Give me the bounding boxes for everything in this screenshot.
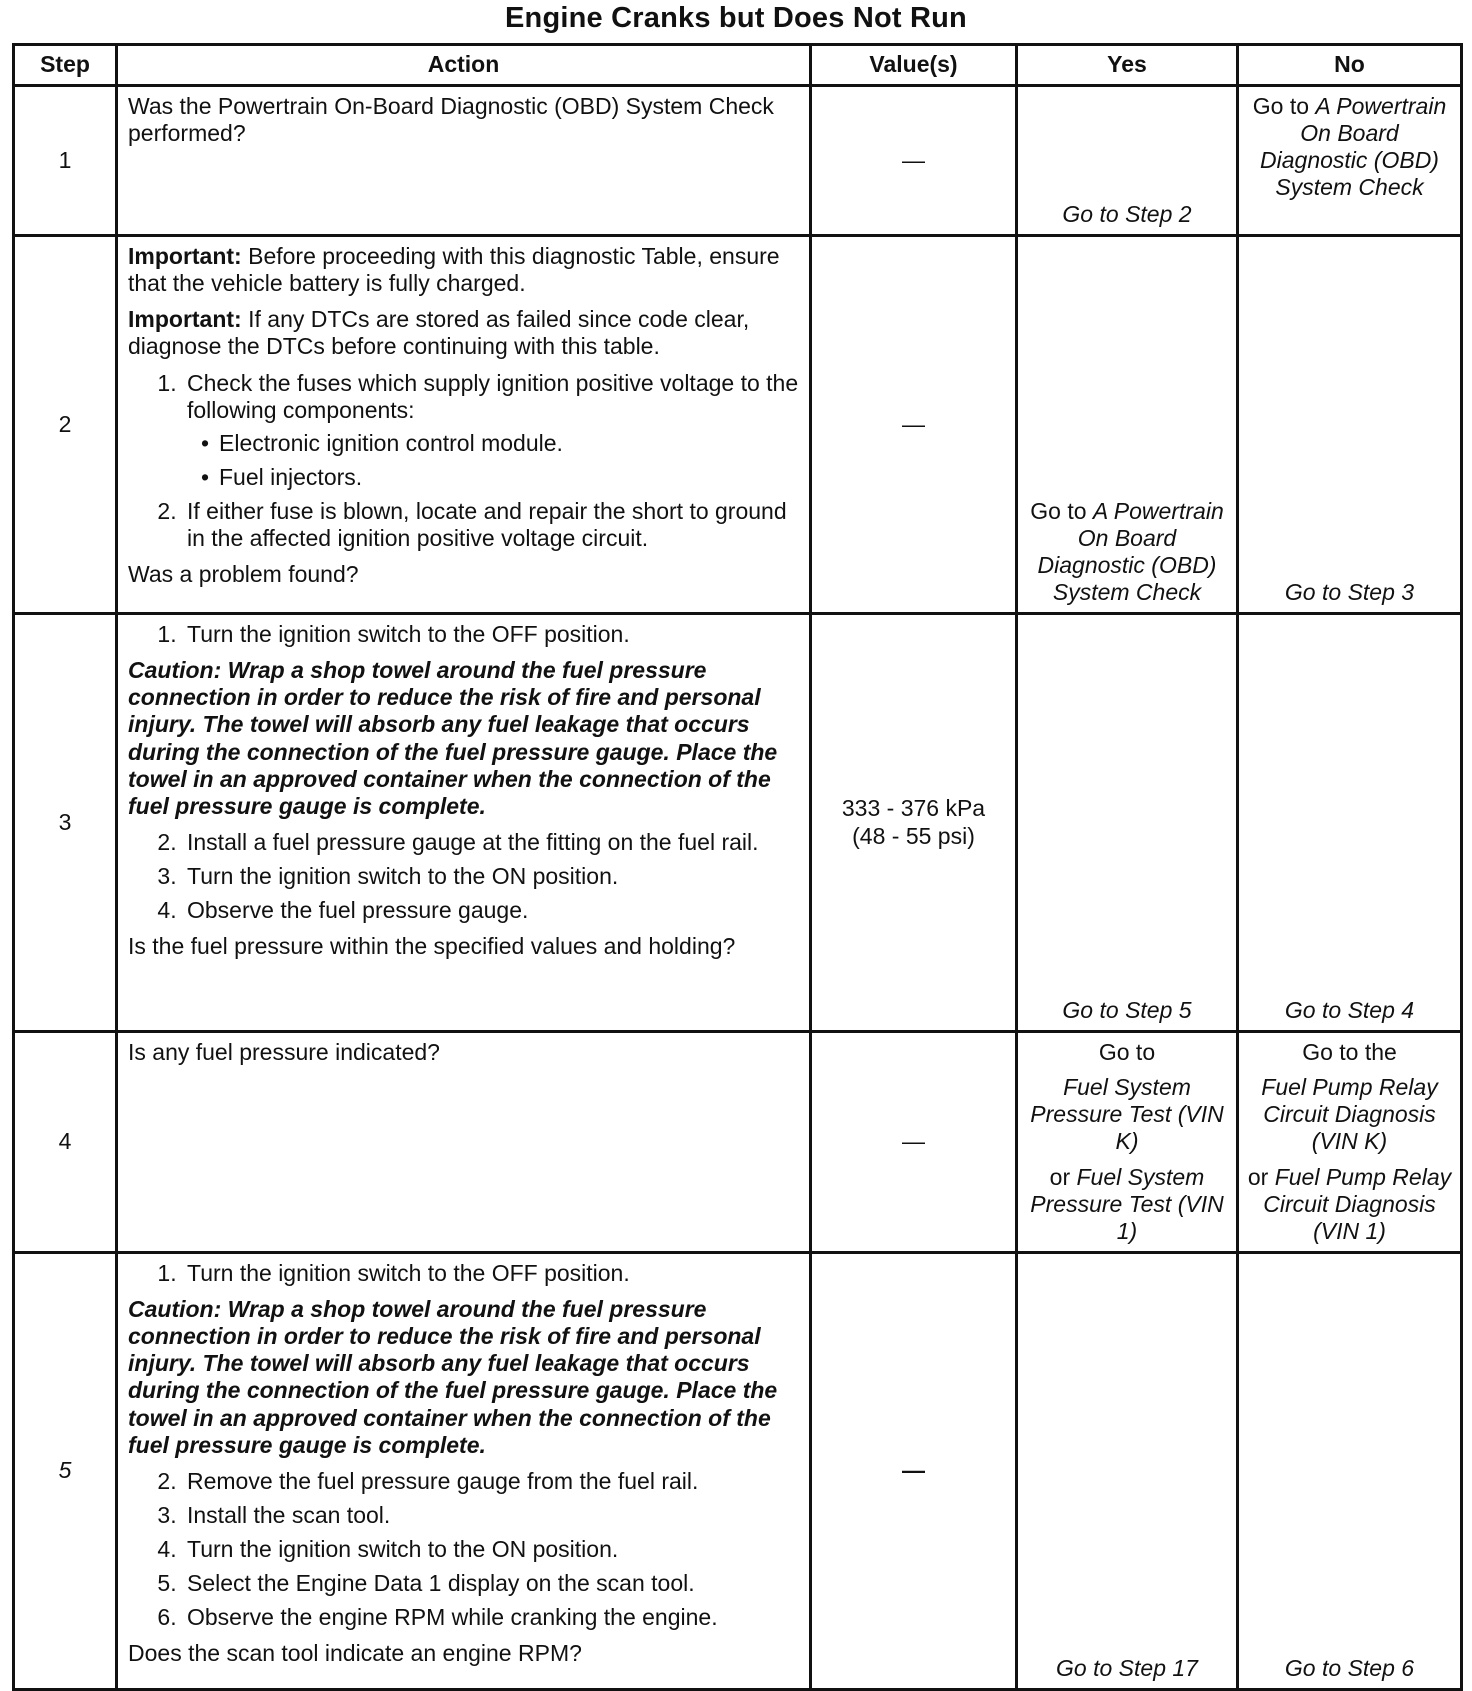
value-cell: — [811,1252,1017,1689]
list-item: 2. Remove the fuel pressure gauge from the fuel rail. [183,1468,799,1495]
table-row-step-2 [14,236,1462,614]
yes-cell [1017,614,1238,1032]
value-cell: — [811,86,1017,236]
action-cell [117,1252,811,1689]
list-item: 3. Turn the ignition switch to the ON position. [183,863,799,890]
no-cell [1238,1252,1462,1689]
pressure-kpa: 333 - 376 kPa [841,795,986,822]
action-steps [128,1468,799,1632]
table-row-step-3 [14,614,1462,1032]
yes-alt: or Fuel System Pressure Test (VIN 1) [1030,1163,1224,1244]
no-cell [1238,236,1462,614]
list-item: • Fuel injectors. [219,464,799,491]
important-note: Important: If any DTCs are stored as failed since code clear, diagnose the DTCs before continuing with this table. [128,306,750,360]
caution-note: Caution: Wrap a shop towel around the fuel pressure connection in order to reduce the risk of fire and personal injury. The towel will absorb any fuel leakage that occurs during the connection of the fuel pressure gauge. Place the towel in an approved container when the connection of the fuel pressure gauge is complete. [128,657,778,819]
value-cell: — [811,236,1017,614]
table-row-step-5 [14,1252,1462,1689]
header-action: Action [117,45,811,86]
step-number: 2 [14,236,117,614]
no-link[interactable]: Go to Step 6 [1284,1654,1415,1681]
no-cell [1238,1032,1462,1253]
pressure-psi: (48 - 55 psi) [852,822,975,849]
important-note: Important: Before proceeding with this diagnostic Table, ensure that the vehicle battery is fully charged. [128,243,780,297]
no-prefix: Go to A Powertrain On Board Diagnostic (OBD) System Check [1252,93,1447,201]
caution-note: Caution: Wrap a shop towel around the fuel pressure connection in order to reduce the risk of fire and personal injury. The towel will absorb any fuel leakage that occurs during the connection of the fuel pressure gauge. Place the towel in an approved container when the connection of the fuel pressure gauge is complete. [128,1296,778,1458]
table-row-step-4 [14,1032,1462,1253]
component-list [187,430,799,491]
yes-link[interactable]: Go to Step 17 [1056,1654,1198,1681]
yes-cell [1017,236,1238,614]
action-question: Does the scan tool indicate an engine RPM? [128,1640,582,1667]
step-number: 1 [14,86,117,236]
yes-cell [1017,1252,1238,1689]
value-cell [811,614,1017,1032]
no-cell [1238,86,1462,236]
action-cell [117,1032,811,1253]
diagnostic-table [12,43,1463,1691]
list-item: 1. Turn the ignition switch to the OFF position. [183,621,799,648]
no-prefix: Go to the [1302,1039,1397,1065]
yes-prefix: Go to [1098,1039,1156,1065]
action-question: Is the fuel pressure within the specified values and holding? [128,933,736,960]
list-item: 2. If either fuse is blown, locate and repair the short to ground in the affected ignition positive voltage circuit. [183,498,799,552]
no-link-vin-1[interactable]: Fuel Pump Relay Circuit Diagnosis (VIN 1) [1263,1163,1452,1244]
page-title: Engine Cranks but Does Not Run [505,2,967,34]
list-item: 2. Install a fuel pressure gauge at the fitting on the fuel rail. [183,829,799,856]
step-number: 5 [14,1252,117,1689]
header-yes: Yes [1017,45,1238,86]
yes-link-vin-k[interactable]: Fuel System Pressure Test (VIN K) [1030,1074,1224,1155]
list-item: 3. Install the scan tool. [183,1502,799,1529]
step-number: 3 [14,614,117,1032]
value-cell: — [811,1032,1017,1253]
action-steps [128,1260,799,1287]
action-cell [117,236,811,614]
yes-link[interactable]: Go to Step 2 [1062,200,1192,227]
header-value: Value(s) [811,45,1017,86]
header-step: Step [14,45,117,86]
list-item: 1. Turn the ignition switch to the OFF position. [183,1260,799,1287]
yes-link[interactable]: Go to Step 5 [1062,996,1192,1023]
list-item: • Electronic ignition control module. [219,430,799,457]
no-cell [1238,614,1462,1032]
action-question: Was the Powertrain On-Board Diagnostic (OBD) System Check performed? [128,93,774,147]
yes-cell [1017,1032,1238,1253]
no-link[interactable]: Go to Step 3 [1284,578,1415,605]
action-cell [117,86,811,236]
header-row [14,45,1462,86]
list-item: 1. Check the fuses which supply ignition positive voltage to the following components: • Electronic ignition control module. • Fuel injectors. [183,370,799,492]
action-question: Is any fuel pressure indicated? [128,1039,440,1065]
yes-link-vin-1[interactable]: Fuel System Pressure Test (VIN 1) [1030,1163,1224,1244]
yes-prefix: Go to A Powertrain On Board Diagnostic (OBD) System Check [1030,497,1224,605]
no-link[interactable]: A Powertrain On Board Diagnostic (OBD) System Check [1260,93,1447,201]
list-item: 6. Observe the engine RPM while cranking the engine. [183,1604,799,1631]
list-item: 4. Turn the ignition switch to the ON position. [183,1536,799,1563]
action-cell [117,614,811,1032]
yes-link[interactable]: A Powertrain On Board Diagnostic (OBD) System Check [1037,497,1224,605]
action-steps [128,829,799,924]
yes-cell [1017,86,1238,236]
header-no: No [1238,45,1462,86]
step-number: 4 [14,1032,117,1253]
table-row-step-1 [14,86,1462,236]
list-item: 4. Observe the fuel pressure gauge. [183,897,799,924]
no-link-vin-k[interactable]: Fuel Pump Relay Circuit Diagnosis (VIN K) [1261,1074,1438,1155]
no-link[interactable]: Go to Step 4 [1284,996,1415,1023]
action-steps [128,621,799,648]
list-item: 5. Select the Engine Data 1 display on the scan tool. [183,1570,799,1597]
action-steps [128,370,799,553]
action-question: Was a problem found? [128,561,359,588]
no-alt: or Fuel Pump Relay Circuit Diagnosis (VIN 1) [1247,1163,1452,1244]
